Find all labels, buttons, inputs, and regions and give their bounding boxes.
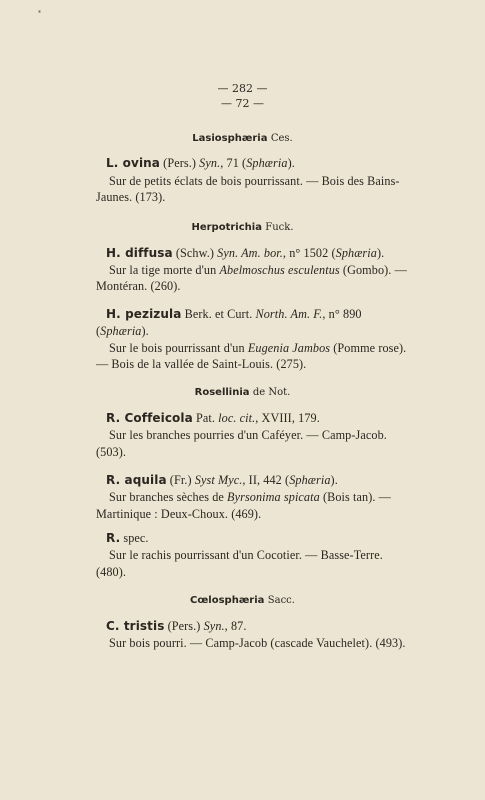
genus-heading xyxy=(0,221,485,233)
genus-heading xyxy=(0,132,485,144)
genus-heading xyxy=(0,386,485,398)
entry-text-line: Sur le rachis pourrissant d'un Cocotier. — Basse-Terre. xyxy=(109,548,383,562)
species-name: H. pezizula xyxy=(106,307,182,321)
genus-authority: Sacc. xyxy=(267,595,295,606)
entry-text-line: (480). xyxy=(96,565,127,579)
entry-text-line: Jaunes. (173). xyxy=(96,190,166,204)
genus-name: Cœlosphæria xyxy=(190,595,265,606)
species-citation-cont: (Sphæria). xyxy=(96,324,149,338)
species-citation: (Pers.) Syn., 87. xyxy=(164,619,247,633)
species-name: R. Coffeicola xyxy=(106,411,193,425)
genus-name: Lasiosphæria xyxy=(192,133,268,144)
species-entry-heading xyxy=(106,531,438,546)
species-citation: (Pers.) Syn., 71 (Sphæria). xyxy=(160,156,295,170)
entry-text-line: (503). xyxy=(96,445,127,459)
species-name: H. diffusa xyxy=(106,246,173,260)
genus-name: Rosellinia xyxy=(194,387,250,398)
species-citation: spec. xyxy=(120,531,149,545)
entry-text-line: Montéran. (260). xyxy=(96,279,181,293)
species-entry-heading xyxy=(106,411,438,426)
entry-text-line: — Bois de la vallée de Saint-Louis. (275). xyxy=(96,357,307,371)
species-entry-heading xyxy=(106,619,438,634)
species-citation: (Schw.) Syn. Am. bor., n° 1502 (Sphæria). xyxy=(172,246,385,260)
entry-text-line: Sur bois pourri. — Camp-Jacob (cascade Vauchelet). (493). xyxy=(109,636,406,650)
species-entry-heading xyxy=(106,246,438,261)
species-citation: (Fr.) Syst Myc., II, 442 (Sphæria). xyxy=(166,473,338,487)
genus-heading xyxy=(0,594,485,606)
entry-text-line: Sur le bois pourrissant d'un Eugenia Jambos (Pomme rose). xyxy=(109,341,407,355)
entry-text-line: Sur de petits éclats de bois pourrissant. — Bois des Bains- xyxy=(109,174,400,188)
genus-name: Herpotrichia xyxy=(191,222,262,233)
species-entry-heading xyxy=(106,156,438,171)
species-citation: Pat. loc. cit., XVIII, 179. xyxy=(192,411,320,425)
entry-text-line: Sur la tige morte d'un Abelmoschus esculentus (Gombo). — xyxy=(109,263,407,277)
species-citation: Berk. et Curt. North. Am. F., n° 890 xyxy=(181,307,362,321)
species-name: L. ovina xyxy=(106,156,161,170)
entry-text-line: Martinique : Deux-Choux. (469). xyxy=(96,507,262,521)
margin-mark: * xyxy=(38,10,41,17)
genus-authority: Ces. xyxy=(270,133,293,144)
species-name: R. aquila xyxy=(106,473,167,487)
species-entry-heading xyxy=(106,473,438,488)
genus-authority: de Not. xyxy=(252,387,291,398)
entry-text-line: Sur les branches pourries d'un Caféyer. — Camp-Jacob. xyxy=(109,428,387,442)
genus-authority: Fuck. xyxy=(265,222,294,233)
entry-text-line: Sur branches sèches de Byrsonima spicata (Bois tan). — xyxy=(109,490,391,504)
species-entry-heading xyxy=(106,307,438,322)
page-number-primary: — 282 — xyxy=(217,82,268,95)
page-number-secondary: — 72 — xyxy=(221,97,264,110)
species-name: R. xyxy=(106,531,121,545)
species-name: C. tristis xyxy=(106,619,165,633)
